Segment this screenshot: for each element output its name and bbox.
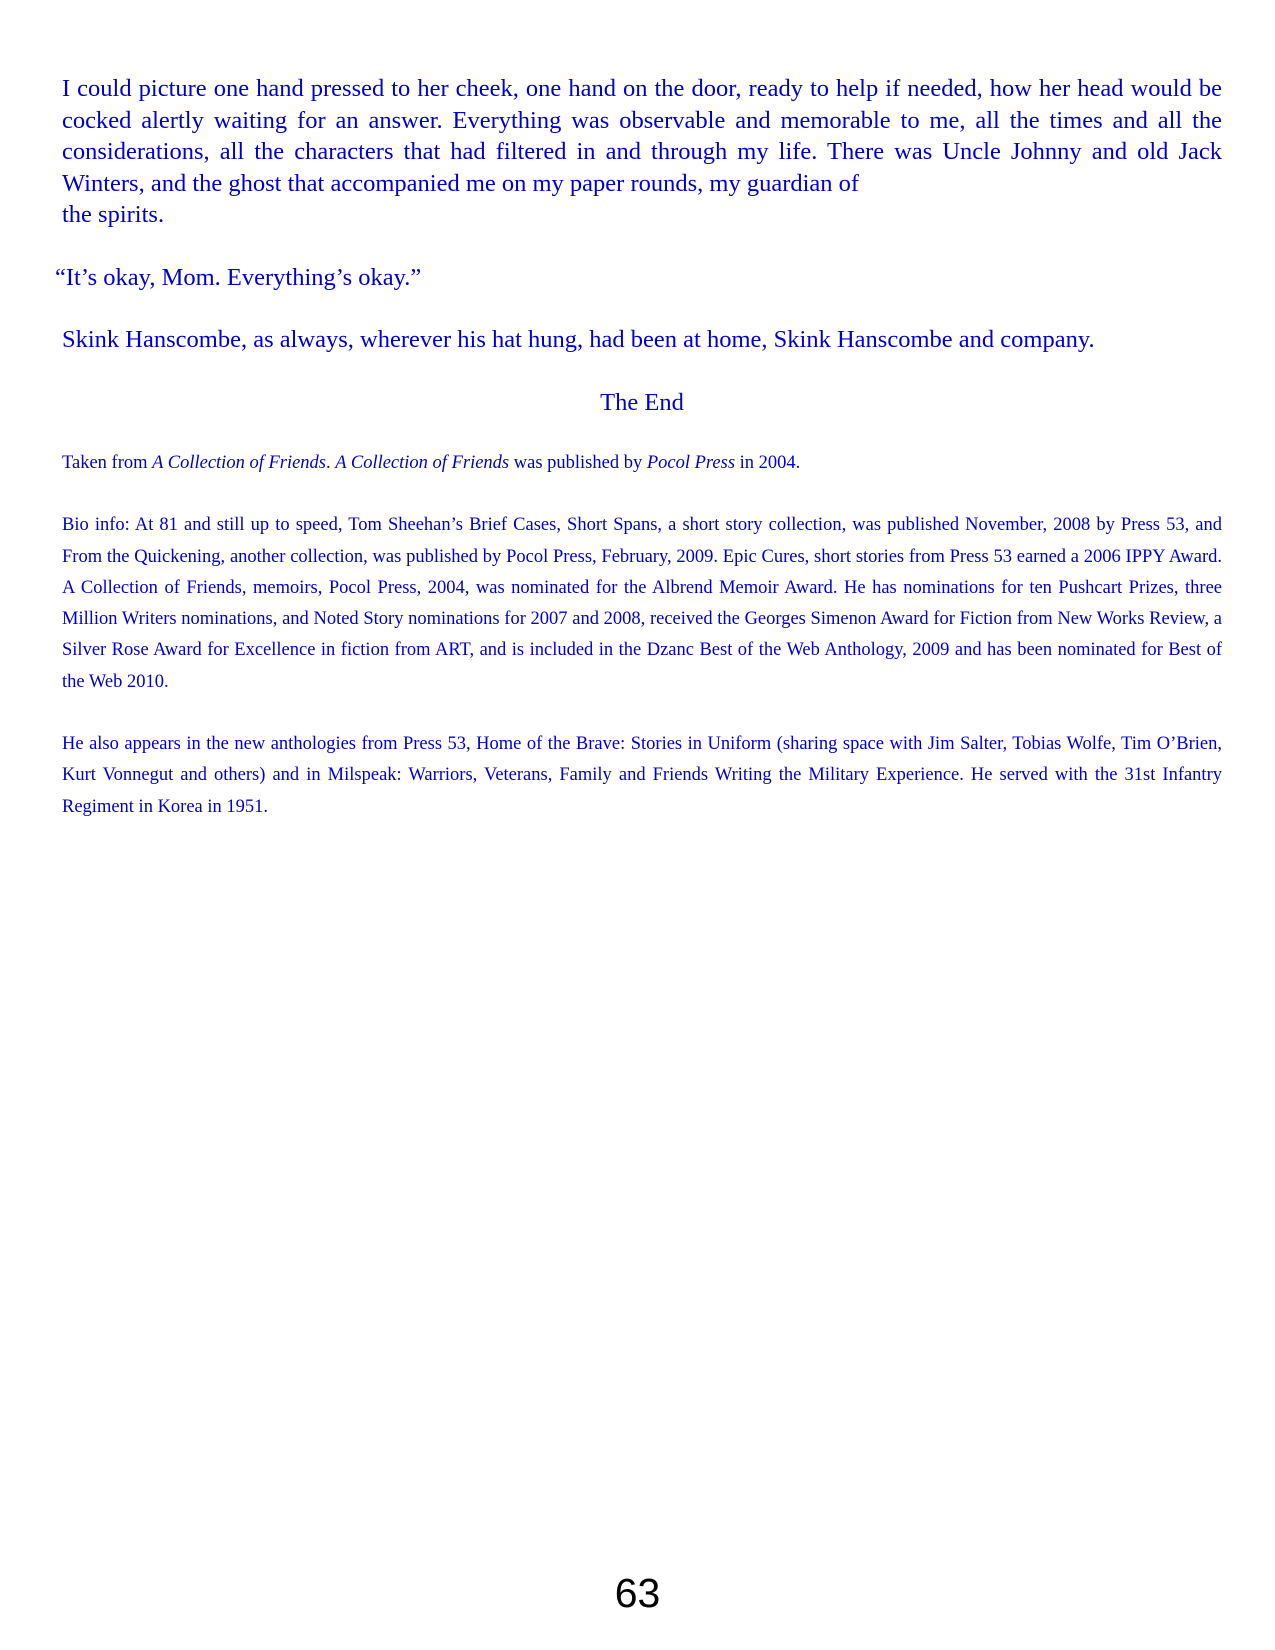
bio-paragraph-2: He also appears in the new anthologies from Press 53, Home of the Brave: Stories in Uniform (sharing space with Jim Salter, Tobias Wolfe, Tim O’Brien, Kurt Vonnegut and others) and in Milspeak: Warriors, Veterans, Family and Friends Writing the Military Experience. He served with the 31st Infantry Regiment in Korea in 1951. [62, 734, 1222, 817]
story-paragraph-1-continuation: the spirits. [62, 201, 165, 228]
source-credit-year: in 2004. [735, 453, 801, 473]
book-title: A Collection of Friends [152, 453, 327, 473]
source-credit-separator: . [326, 453, 336, 473]
story-paragraph-1-text: I could picture one hand pressed to her cheek, one hand on the door, ready to help if needed, how her head would be cocked alertly waiting for an answer. Everything was observable and memorable to me, all the times and all the considerations, all the characters that had filtered in and through my life. There was Uncle Johnny and old Jack Winters, and the ghost that accompanied me on my paper rounds, my guardian of [62, 75, 1222, 197]
story-paragraph-3: Skink Hanscombe, as always, wherever his hat hung, had been at home, Skink Hanscombe and company. [62, 326, 1095, 353]
story-paragraph-1 [62, 73, 1222, 231]
page-number: 63 [614, 1570, 661, 1616]
source-credit-prefix: Taken from [62, 453, 153, 473]
bio-paragraph-1: Bio info: At 81 and still up to speed, Tom Sheehan’s Brief Cases, Short Spans, a short story collection, was published November, 2008 by Press 53, and From the Quickening, another collection, was published by Pocol Press, February, 2009. Epic Cures, short stories from Press 53 earned a 2006 IPPY Award. A Collection of Friends, memoirs, Pocol Press, 2004, was nominated for the Albrend Memoir Award. He has nominations for ten Pushcart Prizes, three Million Writers nominations, and Noted Story nominations for 2007 and 2008, received the Georges Simenon Award for Fiction from New Works Review, a Silver Rose Award for Excellence in fiction from ART, and is included in the Dzanc Best of the Web Anthology, 2009 and has been nominated for Best of the Web 2010. [62, 515, 1222, 692]
book-title-repeat: A Collection of Friends [335, 453, 510, 473]
the-end-heading: The End [600, 388, 684, 416]
story-quote: “It’s okay, Mom. Everything’s okay.” [55, 263, 422, 291]
publisher-name: Pocol Press [646, 453, 736, 473]
source-credit-published-by: was published by [509, 453, 647, 473]
source-credit [62, 448, 1222, 479]
page-content [55, 73, 1222, 823]
